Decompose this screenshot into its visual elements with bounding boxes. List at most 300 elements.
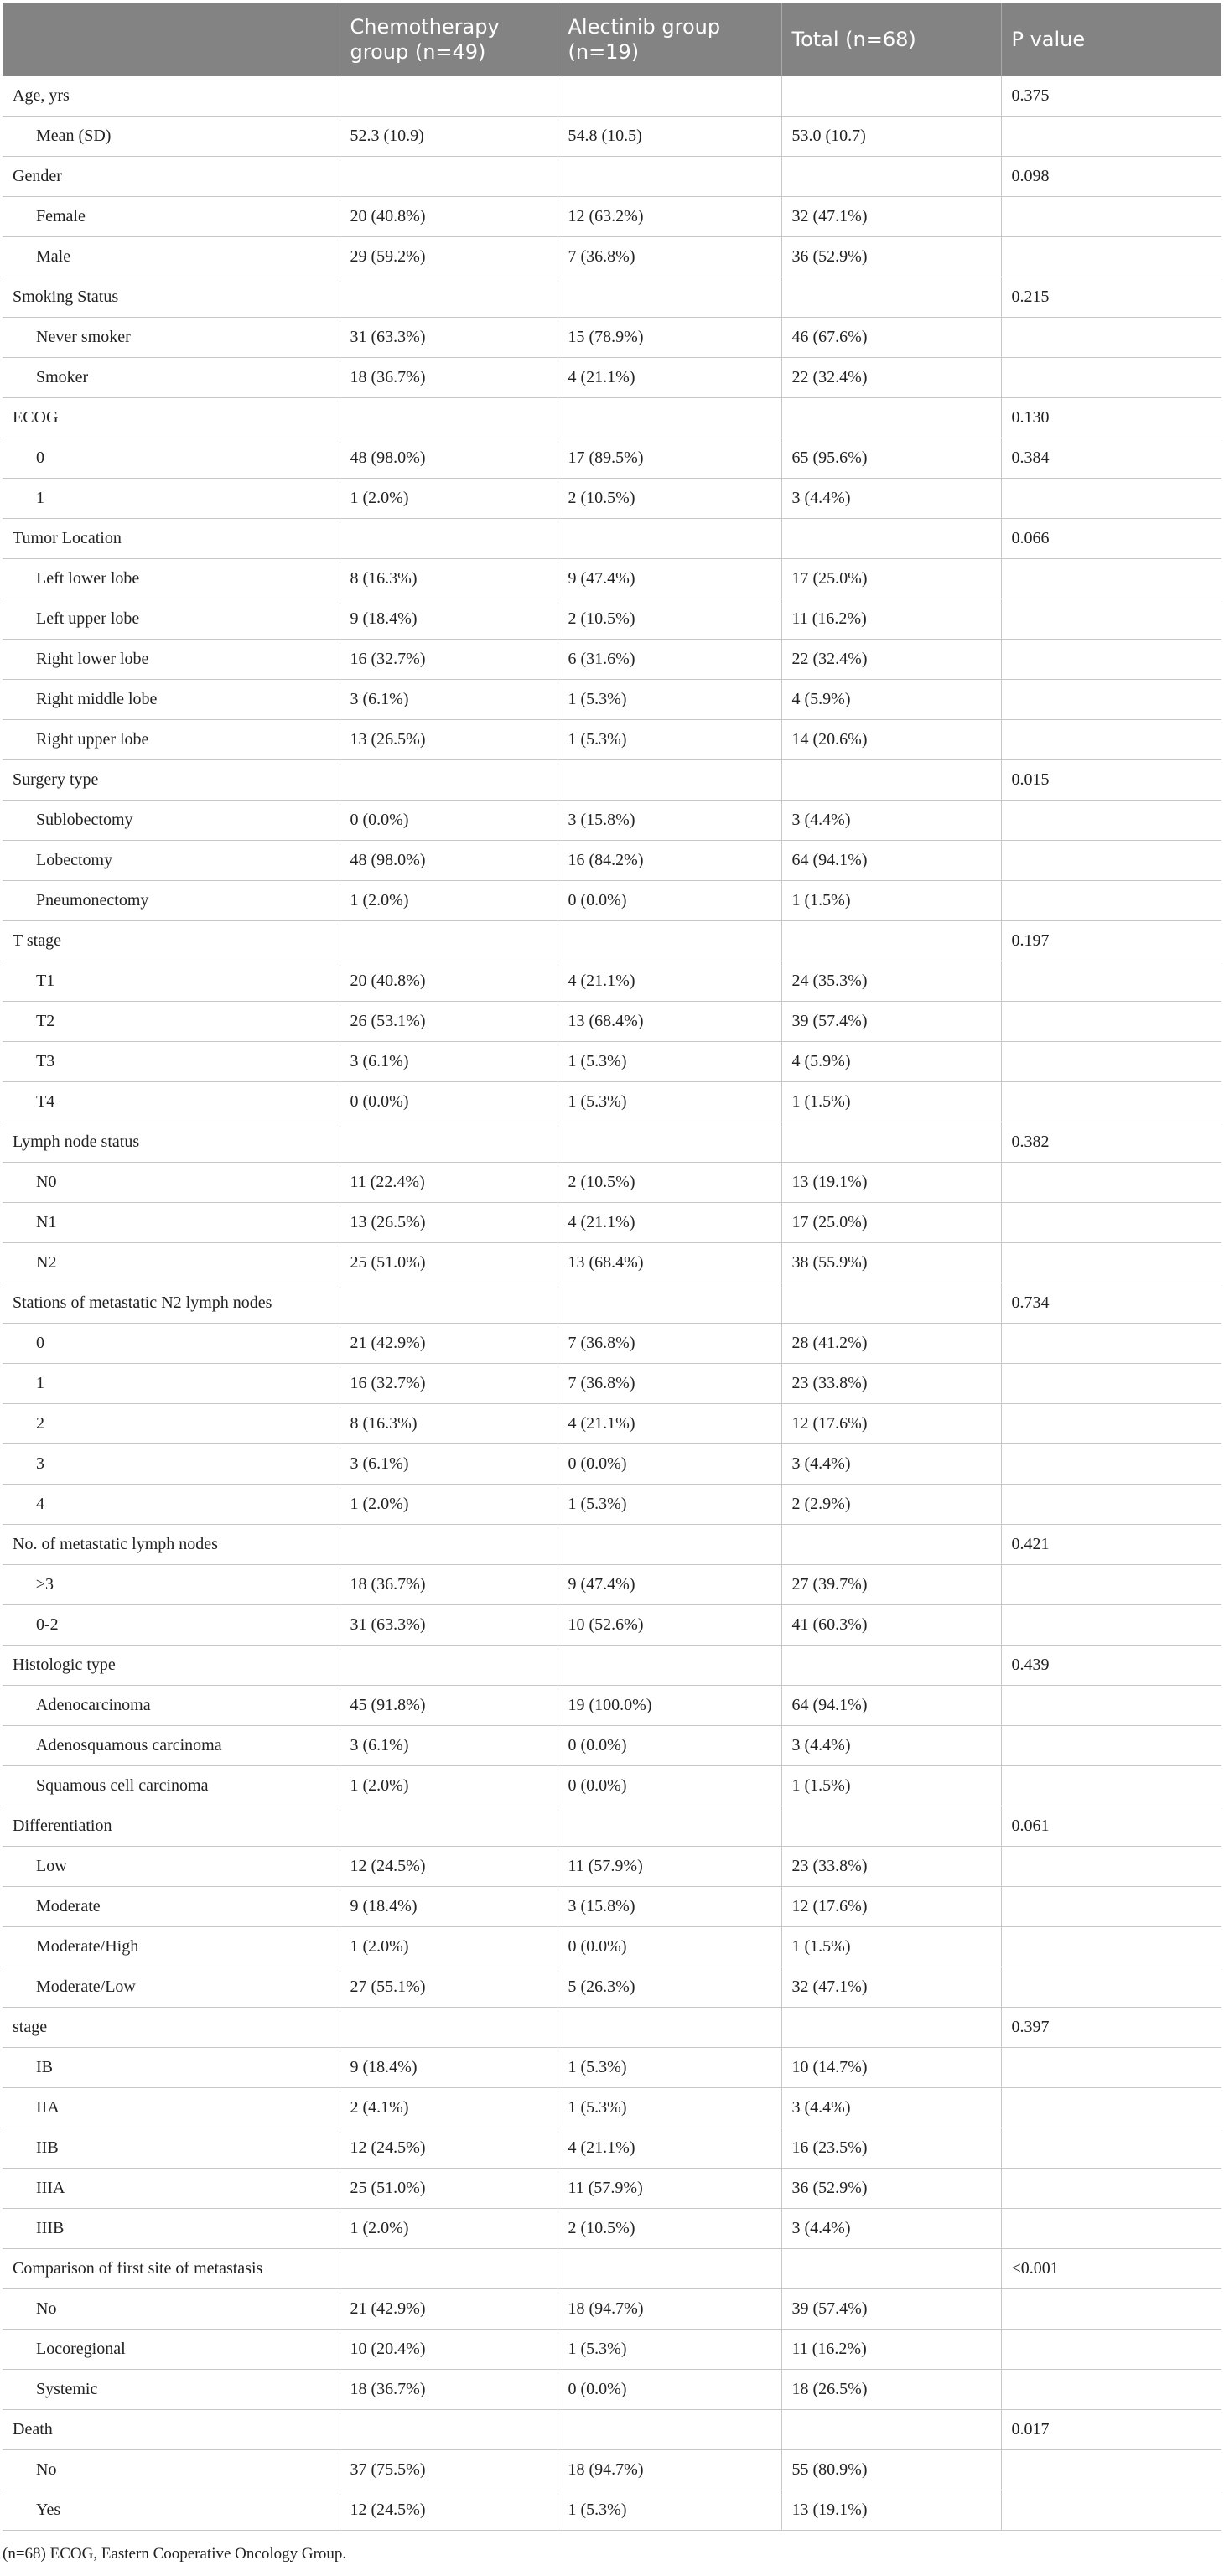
- cell-chemotherapy: 29 (59.2%): [340, 237, 558, 277]
- cell-p-value: [1001, 318, 1221, 358]
- cell-p-value: [1001, 2289, 1221, 2330]
- table-row-category: [3, 921, 1221, 961]
- cell-chemotherapy: [340, 2008, 558, 2048]
- cell-p-value: [1001, 801, 1221, 841]
- row-label: Moderate/High: [3, 1927, 340, 1967]
- cell-p-value: 0.066: [1001, 519, 1221, 559]
- table-row-subcategory: [3, 841, 1221, 881]
- cell-total: 2 (2.9%): [781, 1485, 1001, 1525]
- cell-total: [781, 1122, 1001, 1163]
- cell-chemotherapy: 18 (36.7%): [340, 358, 558, 398]
- cell-p-value: [1001, 1887, 1221, 1927]
- row-label: Differentiation: [3, 1806, 340, 1847]
- cell-p-value: [1001, 881, 1221, 921]
- cell-p-value: [1001, 2128, 1221, 2169]
- table-row-category: [3, 1525, 1221, 1565]
- cell-alectinib: 2 (10.5%): [558, 479, 781, 519]
- cell-alectinib: 11 (57.9%): [558, 2169, 781, 2209]
- cell-alectinib: 2 (10.5%): [558, 1163, 781, 1203]
- cell-p-value: [1001, 1082, 1221, 1122]
- table-row-subcategory: [3, 680, 1221, 720]
- table-row-subcategory: [3, 2330, 1221, 2370]
- cell-alectinib: 0 (0.0%): [558, 1726, 781, 1766]
- table-row-subcategory: [3, 117, 1221, 157]
- row-label: Gender: [3, 157, 340, 197]
- cell-chemotherapy: 10 (20.4%): [340, 2330, 558, 2370]
- baseline-characteristics-table: [3, 3, 1221, 2531]
- cell-chemotherapy: 26 (53.1%): [340, 1002, 558, 1042]
- table-row-subcategory: [3, 1967, 1221, 2008]
- cell-chemotherapy: 12 (24.5%): [340, 2490, 558, 2531]
- table-row-subcategory: [3, 961, 1221, 1002]
- row-label: Low: [3, 1847, 340, 1887]
- cell-total: 22 (32.4%): [781, 358, 1001, 398]
- cell-alectinib: 4 (21.1%): [558, 961, 781, 1002]
- cell-chemotherapy: 13 (26.5%): [340, 1203, 558, 1243]
- cell-p-value: 0.015: [1001, 760, 1221, 801]
- cell-alectinib: 11 (57.9%): [558, 1847, 781, 1887]
- cell-alectinib: 9 (47.4%): [558, 1565, 781, 1605]
- table-row-subcategory: [3, 1163, 1221, 1203]
- cell-chemotherapy: [340, 1646, 558, 1686]
- cell-total: 32 (47.1%): [781, 197, 1001, 237]
- cell-alectinib: [558, 277, 781, 318]
- row-label: Male: [3, 237, 340, 277]
- row-label: 0: [3, 438, 340, 479]
- cell-chemotherapy: [340, 2410, 558, 2450]
- table-row-subcategory: [3, 2048, 1221, 2088]
- row-label: IIB: [3, 2128, 340, 2169]
- header-total: Total (n=68): [781, 3, 1001, 76]
- cell-p-value: 0.375: [1001, 76, 1221, 117]
- table-row-subcategory: [3, 1726, 1221, 1766]
- cell-p-value: 0.382: [1001, 1122, 1221, 1163]
- cell-total: 38 (55.9%): [781, 1243, 1001, 1283]
- cell-chemotherapy: 20 (40.8%): [340, 961, 558, 1002]
- cell-total: [781, 2410, 1001, 2450]
- table-row-subcategory: [3, 1927, 1221, 1967]
- row-label: Lymph node status: [3, 1122, 340, 1163]
- row-label: No: [3, 2289, 340, 2330]
- cell-total: [781, 1646, 1001, 1686]
- cell-total: 12 (17.6%): [781, 1404, 1001, 1444]
- row-label: ≥3: [3, 1565, 340, 1605]
- table-row-subcategory: [3, 599, 1221, 640]
- cell-chemotherapy: 27 (55.1%): [340, 1967, 558, 2008]
- table-row-subcategory: [3, 720, 1221, 760]
- table-footnote: (n=68) ECOG, Eastern Cooperative Oncology Group.: [3, 2545, 347, 2563]
- table-row-subcategory: [3, 1444, 1221, 1485]
- cell-p-value: [1001, 599, 1221, 640]
- cell-total: 22 (32.4%): [781, 640, 1001, 680]
- cell-p-value: [1001, 1404, 1221, 1444]
- cell-chemotherapy: 3 (6.1%): [340, 1726, 558, 1766]
- row-label: Histologic type: [3, 1646, 340, 1686]
- cell-chemotherapy: 3 (6.1%): [340, 680, 558, 720]
- row-label: Tumor Location: [3, 519, 340, 559]
- cell-p-value: [1001, 1847, 1221, 1887]
- cell-alectinib: [558, 157, 781, 197]
- row-label: 2: [3, 1404, 340, 1444]
- cell-chemotherapy: [340, 921, 558, 961]
- cell-alectinib: 0 (0.0%): [558, 2370, 781, 2410]
- cell-alectinib: 1 (5.3%): [558, 720, 781, 760]
- cell-total: 4 (5.9%): [781, 1042, 1001, 1082]
- row-label: Smoker: [3, 358, 340, 398]
- table-row-category: [3, 157, 1221, 197]
- row-label: Right middle lobe: [3, 680, 340, 720]
- cell-alectinib: 3 (15.8%): [558, 801, 781, 841]
- cell-total: 16 (23.5%): [781, 2128, 1001, 2169]
- cell-chemotherapy: 3 (6.1%): [340, 1444, 558, 1485]
- cell-alectinib: [558, 2410, 781, 2450]
- cell-total: 46 (67.6%): [781, 318, 1001, 358]
- cell-alectinib: 0 (0.0%): [558, 881, 781, 921]
- row-label: 3: [3, 1444, 340, 1485]
- cell-p-value: [1001, 1927, 1221, 1967]
- cell-alectinib: 1 (5.3%): [558, 2330, 781, 2370]
- cell-alectinib: 1 (5.3%): [558, 1485, 781, 1525]
- cell-p-value: [1001, 358, 1221, 398]
- cell-p-value: [1001, 1686, 1221, 1726]
- cell-p-value: [1001, 1364, 1221, 1404]
- table-row-subcategory: [3, 2088, 1221, 2128]
- cell-p-value: [1001, 1203, 1221, 1243]
- cell-total: 32 (47.1%): [781, 1967, 1001, 2008]
- cell-total: 12 (17.6%): [781, 1887, 1001, 1927]
- header-variable: [3, 3, 340, 76]
- cell-p-value: [1001, 479, 1221, 519]
- cell-alectinib: 0 (0.0%): [558, 1444, 781, 1485]
- cell-chemotherapy: 18 (36.7%): [340, 1565, 558, 1605]
- cell-chemotherapy: 9 (18.4%): [340, 1887, 558, 1927]
- row-label: T stage: [3, 921, 340, 961]
- cell-chemotherapy: 9 (18.4%): [340, 2048, 558, 2088]
- table-row-subcategory: [3, 2169, 1221, 2209]
- table-row-category: [3, 760, 1221, 801]
- cell-total: 39 (57.4%): [781, 1002, 1001, 1042]
- row-label: IIA: [3, 2088, 340, 2128]
- cell-alectinib: 1 (5.3%): [558, 2490, 781, 2531]
- cell-alectinib: 1 (5.3%): [558, 680, 781, 720]
- cell-p-value: [1001, 2048, 1221, 2088]
- cell-alectinib: 4 (21.1%): [558, 358, 781, 398]
- table-row-subcategory: [3, 1324, 1221, 1364]
- cell-alectinib: 17 (89.5%): [558, 438, 781, 479]
- cell-alectinib: [558, 519, 781, 559]
- cell-total: 41 (60.3%): [781, 1605, 1001, 1646]
- cell-chemotherapy: 1 (2.0%): [340, 1766, 558, 1806]
- cell-chemotherapy: 16 (32.7%): [340, 640, 558, 680]
- cell-chemotherapy: 11 (22.4%): [340, 1163, 558, 1203]
- cell-alectinib: 18 (94.7%): [558, 2289, 781, 2330]
- cell-total: 3 (4.4%): [781, 2088, 1001, 2128]
- cell-p-value: [1001, 720, 1221, 760]
- table-row-category: [3, 2008, 1221, 2048]
- cell-chemotherapy: [340, 760, 558, 801]
- table-row-category: [3, 1122, 1221, 1163]
- cell-total: [781, 760, 1001, 801]
- row-label: Comparison of first site of metastasis: [3, 2249, 340, 2289]
- table-row-category: [3, 277, 1221, 318]
- row-label: 0: [3, 1324, 340, 1364]
- row-label: No. of metastatic lymph nodes: [3, 1525, 340, 1565]
- cell-alectinib: 54.8 (10.5): [558, 117, 781, 157]
- row-label: 1: [3, 479, 340, 519]
- cell-chemotherapy: [340, 519, 558, 559]
- cell-p-value: [1001, 1163, 1221, 1203]
- cell-alectinib: 7 (36.8%): [558, 237, 781, 277]
- cell-chemotherapy: 52.3 (10.9): [340, 117, 558, 157]
- row-label: Right lower lobe: [3, 640, 340, 680]
- table-row-subcategory: [3, 801, 1221, 841]
- cell-p-value: [1001, 961, 1221, 1002]
- table-row-subcategory: [3, 1847, 1221, 1887]
- table-row-subcategory: [3, 1082, 1221, 1122]
- table-row-subcategory: [3, 2450, 1221, 2490]
- cell-alectinib: 0 (0.0%): [558, 1927, 781, 1967]
- cell-alectinib: [558, 921, 781, 961]
- cell-chemotherapy: [340, 398, 558, 438]
- cell-p-value: <0.001: [1001, 2249, 1221, 2289]
- cell-p-value: 0.017: [1001, 2410, 1221, 2450]
- row-label: T4: [3, 1082, 340, 1122]
- table-row-subcategory: [3, 318, 1221, 358]
- cell-alectinib: 5 (26.3%): [558, 1967, 781, 2008]
- cell-chemotherapy: 25 (51.0%): [340, 2169, 558, 2209]
- cell-total: 39 (57.4%): [781, 2289, 1001, 2330]
- cell-p-value: 0.215: [1001, 277, 1221, 318]
- cell-total: 36 (52.9%): [781, 237, 1001, 277]
- row-label: IB: [3, 2048, 340, 2088]
- cell-chemotherapy: [340, 76, 558, 117]
- cell-chemotherapy: [340, 157, 558, 197]
- cell-total: [781, 277, 1001, 318]
- cell-total: 17 (25.0%): [781, 559, 1001, 599]
- cell-p-value: [1001, 2088, 1221, 2128]
- cell-chemotherapy: 8 (16.3%): [340, 559, 558, 599]
- cell-total: 13 (19.1%): [781, 2490, 1001, 2531]
- table-row-category: [3, 2249, 1221, 2289]
- cell-chemotherapy: 3 (6.1%): [340, 1042, 558, 1082]
- cell-alectinib: [558, 398, 781, 438]
- cell-alectinib: [558, 76, 781, 117]
- row-label: Adenocarcinoma: [3, 1686, 340, 1726]
- cell-total: [781, 921, 1001, 961]
- cell-total: [781, 1525, 1001, 1565]
- cell-alectinib: 6 (31.6%): [558, 640, 781, 680]
- cell-alectinib: 2 (10.5%): [558, 599, 781, 640]
- cell-total: [781, 519, 1001, 559]
- cell-alectinib: [558, 760, 781, 801]
- row-label: IIIA: [3, 2169, 340, 2209]
- row-label: Surgery type: [3, 760, 340, 801]
- cell-total: [781, 1806, 1001, 1847]
- cell-total: 14 (20.6%): [781, 720, 1001, 760]
- cell-p-value: [1001, 1042, 1221, 1082]
- table-row-category: [3, 76, 1221, 117]
- cell-p-value: [1001, 2169, 1221, 2209]
- cell-p-value: 0.098: [1001, 157, 1221, 197]
- cell-chemotherapy: 12 (24.5%): [340, 1847, 558, 1887]
- table-row-category: [3, 2410, 1221, 2450]
- row-label: Smoking Status: [3, 277, 340, 318]
- row-label: N2: [3, 1243, 340, 1283]
- cell-chemotherapy: [340, 277, 558, 318]
- cell-alectinib: 13 (68.4%): [558, 1002, 781, 1042]
- row-label: stage: [3, 2008, 340, 2048]
- row-label: 0-2: [3, 1605, 340, 1646]
- cell-alectinib: 19 (100.0%): [558, 1686, 781, 1726]
- row-label: ECOG: [3, 398, 340, 438]
- cell-alectinib: 1 (5.3%): [558, 1042, 781, 1082]
- table-wrapper: [3, 3, 1221, 2531]
- cell-alectinib: 0 (0.0%): [558, 1766, 781, 1806]
- cell-chemotherapy: 9 (18.4%): [340, 599, 558, 640]
- cell-total: 18 (26.5%): [781, 2370, 1001, 2410]
- table-row-subcategory: [3, 1686, 1221, 1726]
- cell-total: [781, 1283, 1001, 1324]
- cell-chemotherapy: [340, 1283, 558, 1324]
- row-label: Female: [3, 197, 340, 237]
- cell-total: 65 (95.6%): [781, 438, 1001, 479]
- row-label: Moderate: [3, 1887, 340, 1927]
- cell-p-value: [1001, 1243, 1221, 1283]
- table-row-category: [3, 1646, 1221, 1686]
- cell-total: 3 (4.4%): [781, 1726, 1001, 1766]
- cell-total: 3 (4.4%): [781, 1444, 1001, 1485]
- table-row-subcategory: [3, 479, 1221, 519]
- cell-total: 10 (14.7%): [781, 2048, 1001, 2088]
- row-label: Death: [3, 2410, 340, 2450]
- cell-total: 53.0 (10.7): [781, 117, 1001, 157]
- row-label: Age, yrs: [3, 76, 340, 117]
- cell-p-value: 0.421: [1001, 1525, 1221, 1565]
- table-row-subcategory: [3, 438, 1221, 479]
- row-label: Right upper lobe: [3, 720, 340, 760]
- table-row-subcategory: [3, 1243, 1221, 1283]
- cell-alectinib: 1 (5.3%): [558, 2048, 781, 2088]
- header-p-value: P value: [1001, 3, 1221, 76]
- table-row-subcategory: [3, 2128, 1221, 2169]
- cell-alectinib: 4 (21.1%): [558, 1404, 781, 1444]
- cell-p-value: 0.384: [1001, 438, 1221, 479]
- table-row-category: [3, 519, 1221, 559]
- cell-chemotherapy: [340, 1806, 558, 1847]
- cell-chemotherapy: 31 (63.3%): [340, 318, 558, 358]
- cell-p-value: [1001, 197, 1221, 237]
- cell-alectinib: [558, 2008, 781, 2048]
- table-row-subcategory: [3, 1203, 1221, 1243]
- row-label: Left lower lobe: [3, 559, 340, 599]
- cell-chemotherapy: 21 (42.9%): [340, 1324, 558, 1364]
- cell-chemotherapy: 2 (4.1%): [340, 2088, 558, 2128]
- cell-chemotherapy: 12 (24.5%): [340, 2128, 558, 2169]
- cell-chemotherapy: 48 (98.0%): [340, 438, 558, 479]
- cell-total: 27 (39.7%): [781, 1565, 1001, 1605]
- row-label: No: [3, 2450, 340, 2490]
- cell-p-value: [1001, 1766, 1221, 1806]
- cell-alectinib: 4 (21.1%): [558, 2128, 781, 2169]
- table-row-category: [3, 1283, 1221, 1324]
- row-label: T1: [3, 961, 340, 1002]
- cell-total: 24 (35.3%): [781, 961, 1001, 1002]
- cell-alectinib: 1 (5.3%): [558, 2088, 781, 2128]
- cell-total: 11 (16.2%): [781, 2330, 1001, 2370]
- cell-alectinib: [558, 1283, 781, 1324]
- cell-p-value: [1001, 117, 1221, 157]
- table-row-subcategory: [3, 640, 1221, 680]
- cell-alectinib: 12 (63.2%): [558, 197, 781, 237]
- table-row-subcategory: [3, 1002, 1221, 1042]
- table-row-category: [3, 398, 1221, 438]
- row-label: N1: [3, 1203, 340, 1243]
- row-label: T2: [3, 1002, 340, 1042]
- row-label: Adenosquamous carcinoma: [3, 1726, 340, 1766]
- table-row-subcategory: [3, 2289, 1221, 2330]
- row-label: Pneumonectomy: [3, 881, 340, 921]
- header-alectinib: Alectinib group (n=19): [558, 3, 781, 76]
- table-row-subcategory: [3, 237, 1221, 277]
- cell-total: 36 (52.9%): [781, 2169, 1001, 2209]
- cell-chemotherapy: 18 (36.7%): [340, 2370, 558, 2410]
- cell-total: 11 (16.2%): [781, 599, 1001, 640]
- table-row-subcategory: [3, 358, 1221, 398]
- row-label: Stations of metastatic N2 lymph nodes: [3, 1283, 340, 1324]
- cell-total: 4 (5.9%): [781, 680, 1001, 720]
- cell-chemotherapy: 16 (32.7%): [340, 1364, 558, 1404]
- table-row-subcategory: [3, 1887, 1221, 1927]
- row-label: 1: [3, 1364, 340, 1404]
- cell-p-value: [1001, 2209, 1221, 2249]
- cell-total: [781, 2249, 1001, 2289]
- cell-p-value: [1001, 841, 1221, 881]
- cell-p-value: [1001, 1726, 1221, 1766]
- table-row-subcategory: [3, 1605, 1221, 1646]
- cell-total: 17 (25.0%): [781, 1203, 1001, 1243]
- table-row-subcategory: [3, 1485, 1221, 1525]
- cell-p-value: 0.734: [1001, 1283, 1221, 1324]
- cell-chemotherapy: [340, 1525, 558, 1565]
- cell-chemotherapy: 48 (98.0%): [340, 841, 558, 881]
- cell-p-value: 0.197: [1001, 921, 1221, 961]
- cell-alectinib: 3 (15.8%): [558, 1887, 781, 1927]
- row-label: T3: [3, 1042, 340, 1082]
- cell-alectinib: 7 (36.8%): [558, 1324, 781, 1364]
- cell-p-value: [1001, 2450, 1221, 2490]
- table-row-subcategory: [3, 197, 1221, 237]
- cell-p-value: [1001, 2370, 1221, 2410]
- table-row-subcategory: [3, 2209, 1221, 2249]
- row-label: Systemic: [3, 2370, 340, 2410]
- cell-total: 1 (1.5%): [781, 881, 1001, 921]
- cell-chemotherapy: 1 (2.0%): [340, 1927, 558, 1967]
- table-row-subcategory: [3, 1042, 1221, 1082]
- cell-p-value: 0.439: [1001, 1646, 1221, 1686]
- table-row-subcategory: [3, 881, 1221, 921]
- cell-total: 13 (19.1%): [781, 1163, 1001, 1203]
- cell-p-value: [1001, 680, 1221, 720]
- row-label: IIIB: [3, 2209, 340, 2249]
- header-chemotherapy: Chemotherapy group (n=49): [340, 3, 558, 76]
- cell-total: 3 (4.4%): [781, 479, 1001, 519]
- cell-total: 3 (4.4%): [781, 2209, 1001, 2249]
- cell-total: 64 (94.1%): [781, 841, 1001, 881]
- cell-alectinib: [558, 1122, 781, 1163]
- cell-alectinib: 15 (78.9%): [558, 318, 781, 358]
- cell-chemotherapy: 1 (2.0%): [340, 1485, 558, 1525]
- table-row-category: [3, 1806, 1221, 1847]
